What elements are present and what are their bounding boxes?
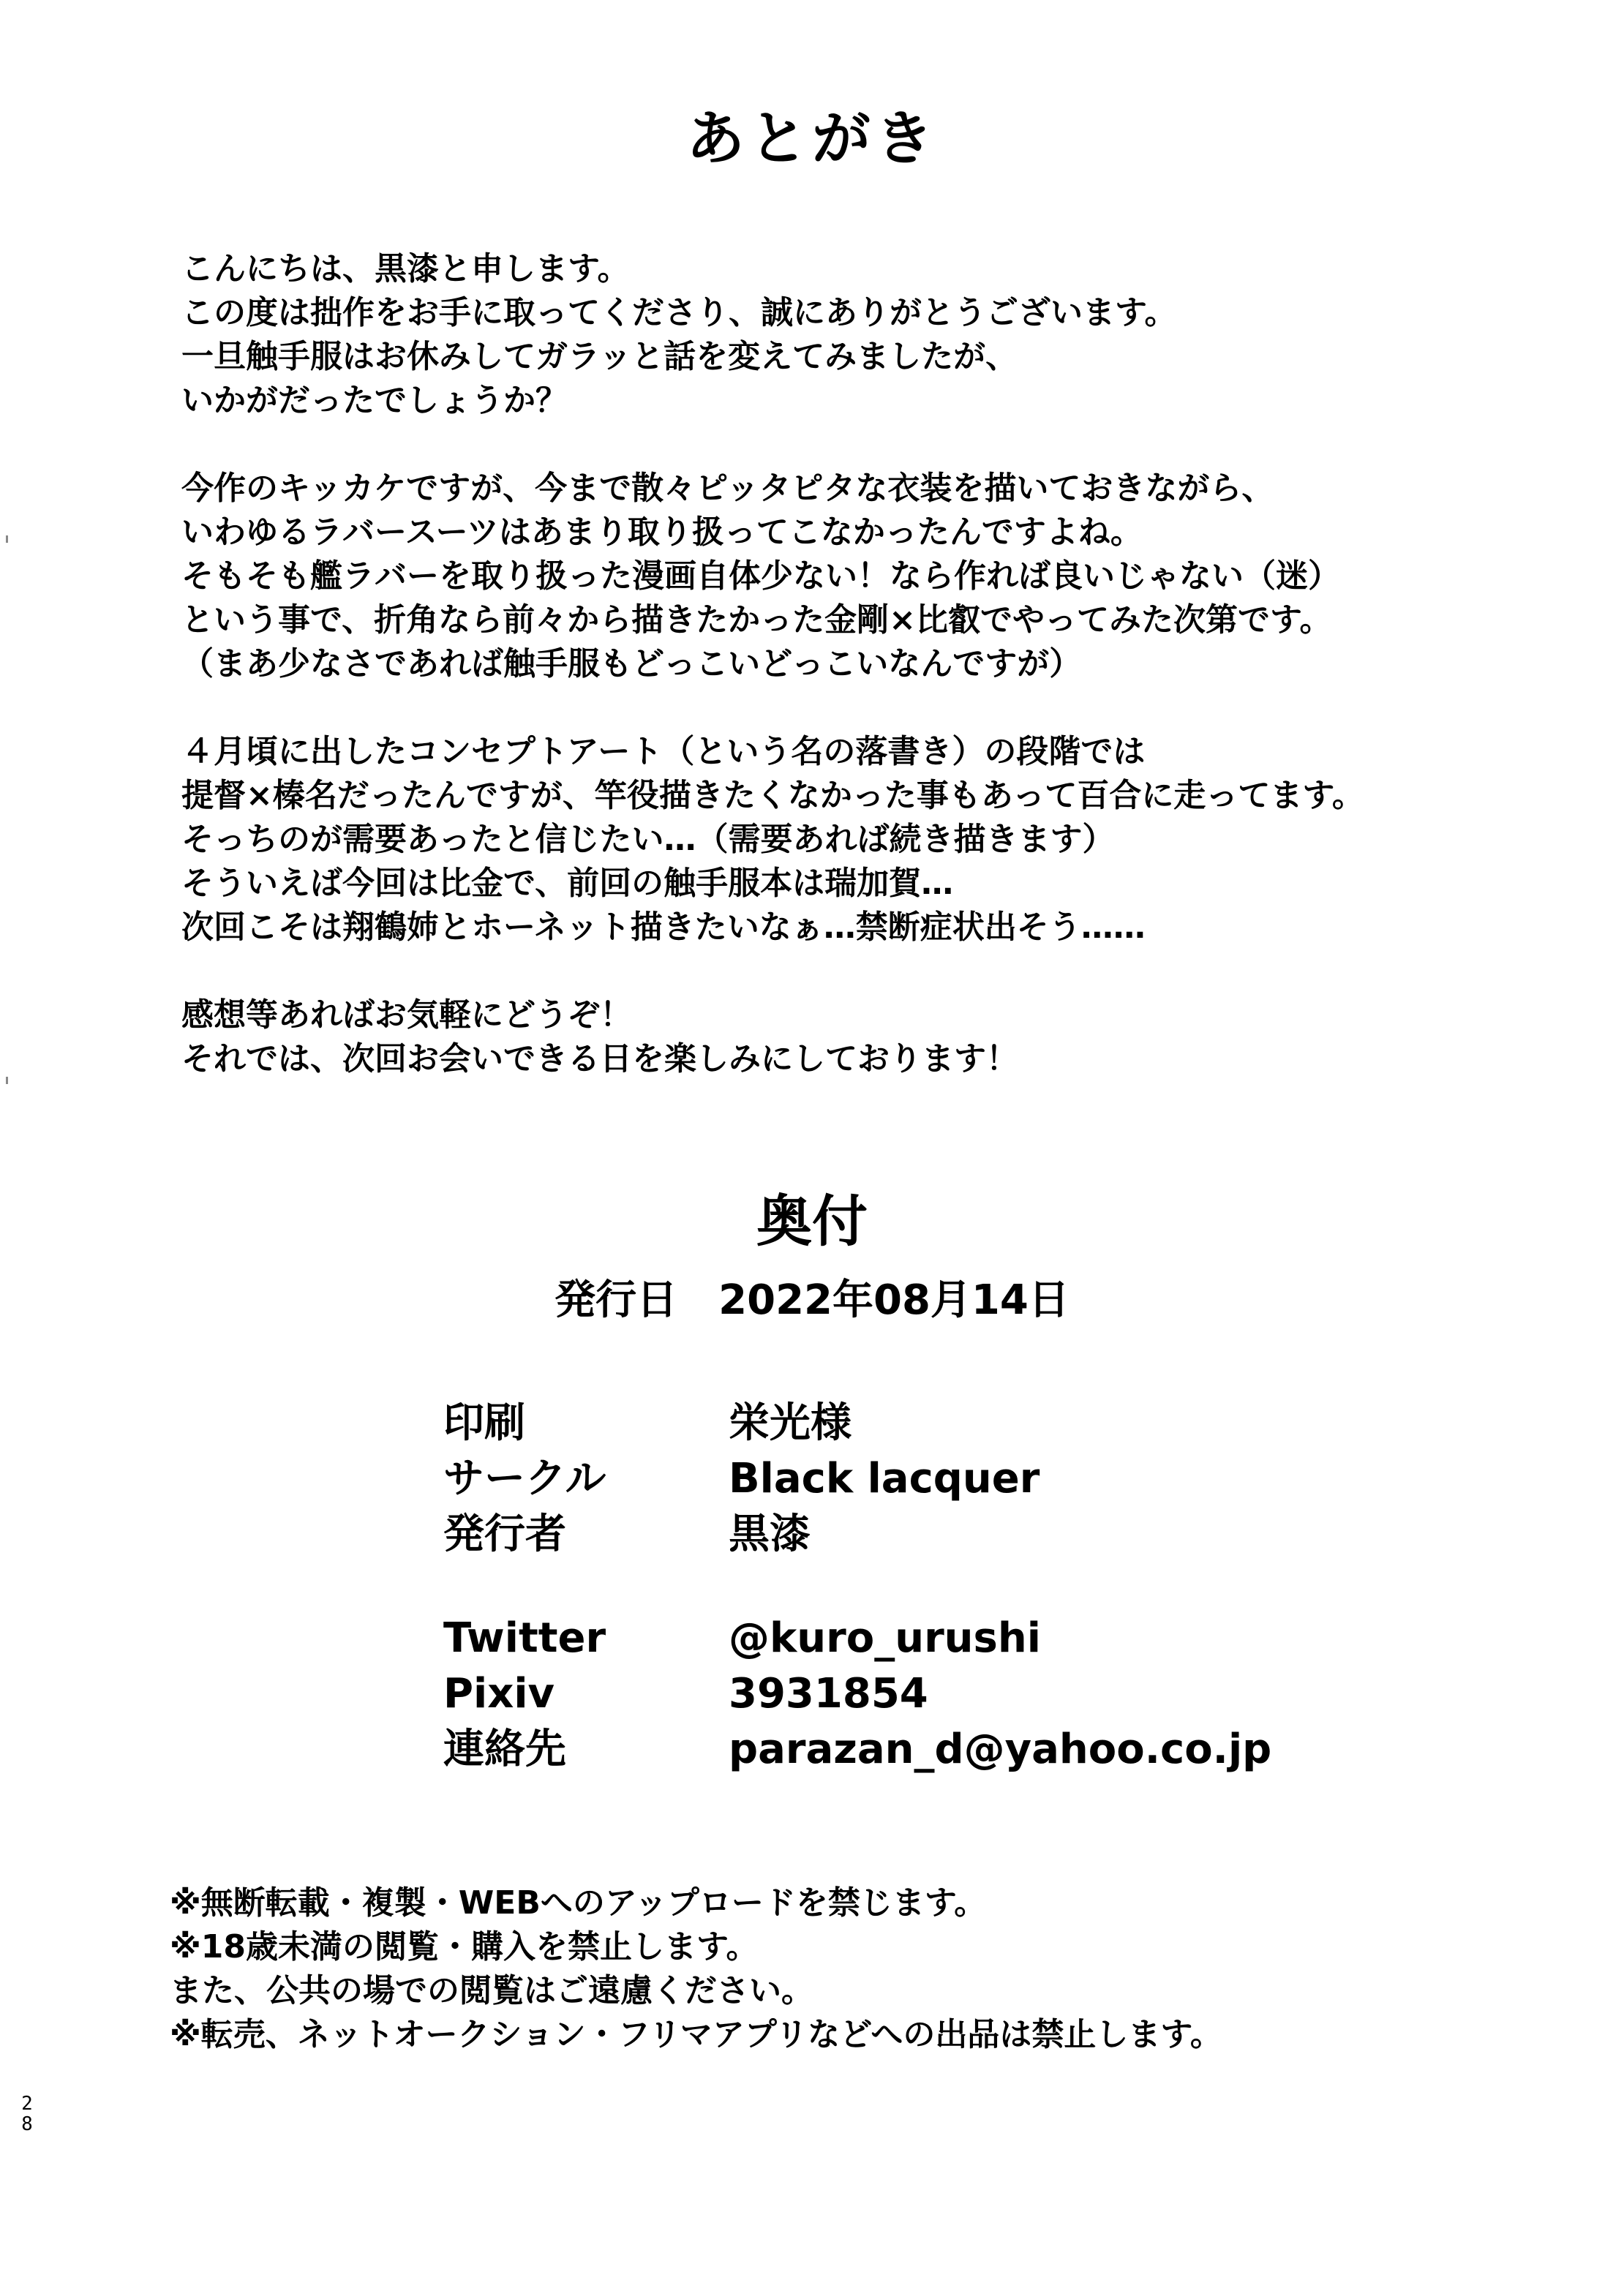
afterword-line: そっちのが需要あったと信じたい…（需要あれば続き描きます） — [181, 821, 1115, 858]
afterword-line: いかがだったでしょうか？ — [181, 382, 568, 419]
afterword-paragraph — [181, 467, 1571, 686]
detail-value: 栄光様 — [729, 1399, 852, 1447]
afterword-line: そもそも艦ラバーを取り扱った漫画自体少ない！なら作れば良いじゃない（迷） — [181, 557, 1340, 595]
afterword-paragraph — [181, 247, 1571, 423]
contact-row-pixiv — [443, 1666, 1271, 1722]
issue-date-line — [0, 1273, 1624, 1328]
afterword-line: こんにちは、黒漆と申します。 — [181, 250, 630, 287]
page-number-digit: 8 — [21, 2113, 33, 2135]
contact-details — [443, 1611, 1271, 1778]
detail-row-circle — [443, 1451, 1040, 1507]
detail-key: 印刷 — [443, 1399, 525, 1447]
afterword-line: ４月頃に出したコンセプトアート（という名の落書き）の段階では — [181, 733, 1146, 770]
colophon-title: 奥付 — [756, 1189, 868, 1254]
contact-value: parazan_d@yahoo.co.jp — [729, 1726, 1272, 1773]
afterword-paragraph — [181, 730, 1571, 949]
notice-line: ※無断転載・複製・WEBへのアップロードを禁じます。 — [170, 1884, 987, 1922]
issue-date-label: 発行日 — [555, 1276, 678, 1324]
afterword-line: 感想等あればお気軽にどうぞ！ — [181, 996, 632, 1034]
trim-mark — [6, 1077, 8, 1084]
afterword-title: あとがき — [686, 105, 938, 173]
afterword-line: そういえば今回は比金で、前回の触手服本は瑞加賀… — [181, 865, 954, 902]
afterword-paragraph — [181, 993, 1571, 1081]
detail-value: Black lacquer — [729, 1455, 1040, 1502]
afterword-line: 提督×榛名だったんですが、竿役描きたくなかった事もあって百合に走ってます。 — [181, 777, 1364, 814]
notice-line: また、公共の場での閲覧はご遠慮ください。 — [170, 1972, 813, 2009]
trim-mark — [6, 535, 8, 543]
issue-date-value: 2022年08月14日 — [718, 1276, 1069, 1324]
afterword-line: この度は拙作をお手に取ってくださり、誠にありがとうございます。 — [181, 294, 1177, 331]
afterword-line: いわゆるラバースーツはあまり取り扱ってこなかったんですよね。 — [181, 514, 1143, 551]
notice-line: ※転売、ネットオークション・フリマアプリなどへの出品は禁止します。 — [170, 2016, 1222, 2053]
detail-row-printer — [443, 1396, 1040, 1451]
detail-key: 発行者 — [443, 1511, 566, 1558]
contact-value: 3931854 — [729, 1670, 928, 1718]
afterword-line: 今作のキッカケですが、今まで散々ピッタピタな衣装を描いておきながら、 — [181, 470, 1274, 507]
detail-key: サークル — [443, 1455, 606, 1502]
contact-key: Pixiv — [443, 1670, 555, 1718]
afterword-line: （まあ少なさであれば触手服もどっこいどっこいなんですが） — [181, 645, 1082, 682]
page-number-digit: 2 — [21, 2093, 33, 2115]
contact-row-twitter — [443, 1611, 1271, 1666]
page-number — [16, 2094, 38, 2134]
publication-details — [443, 1396, 1040, 1562]
contact-key: Twitter — [443, 1614, 606, 1662]
legal-notices — [170, 1881, 1222, 2057]
contact-value: @kuro_urushi — [729, 1614, 1041, 1662]
afterword-line: それでは、次回お会いできる日を楽しみにしております！ — [181, 1040, 1018, 1077]
afterword-body — [181, 247, 1571, 1081]
contact-row-email — [443, 1722, 1271, 1778]
afterword-line: という事で、折角なら前々から描きたかった金剛×比叡でやってみた次第です。 — [181, 601, 1332, 639]
detail-value: 黒漆 — [729, 1511, 811, 1558]
afterword-line: 次回こそは翔鶴姉とホーネット描きたいなぁ…禁断症状出そう…… — [181, 909, 1146, 946]
contact-key: 連絡先 — [443, 1726, 566, 1773]
detail-row-publisher — [443, 1507, 1040, 1562]
notice-line: ※18歳未満の閲覧・購入を禁止します。 — [170, 1928, 759, 1966]
afterword-line: 一旦触手服はお休みしてガラッと話を変えてみましたが、 — [181, 338, 1018, 375]
